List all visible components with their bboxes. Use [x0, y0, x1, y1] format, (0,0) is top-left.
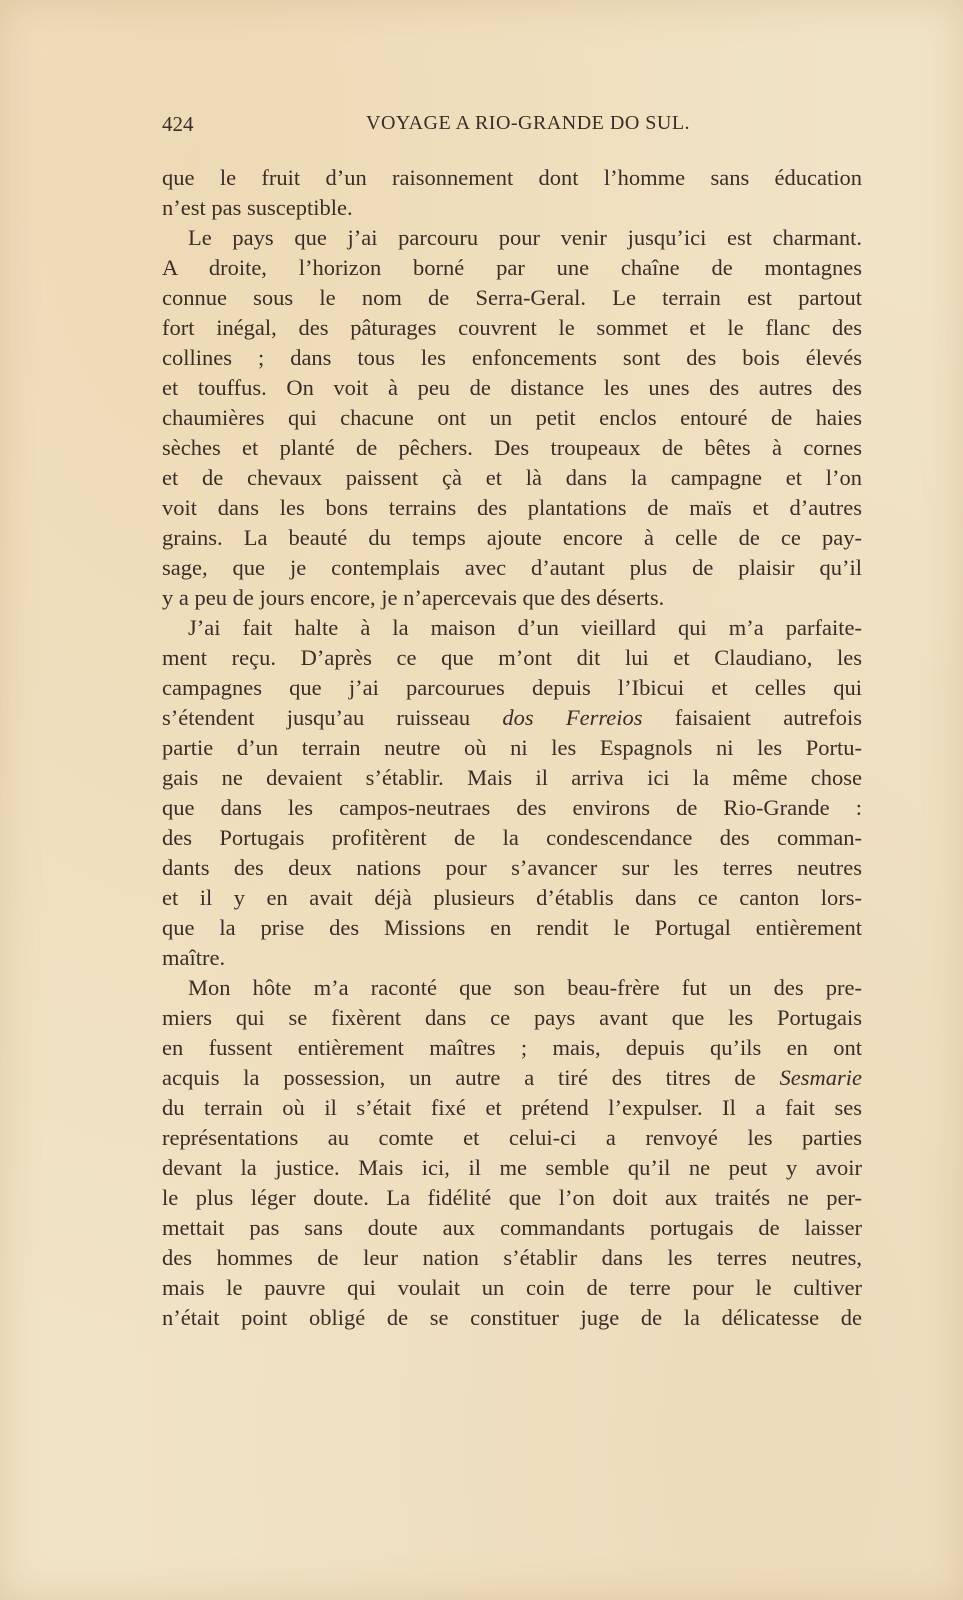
text-line — [162, 673, 862, 703]
text-line — [162, 493, 862, 523]
line-text: y a peu de jours encore, je n’apercevais que des déserts. — [162, 585, 665, 610]
text-line — [162, 373, 862, 403]
text-line — [162, 793, 862, 823]
line-text: sèches et planté de pêchers. Des troupeaux de bêtes à cornes — [162, 435, 862, 460]
text-line — [162, 1153, 862, 1183]
text-line — [162, 583, 862, 613]
line-text: n’était point obligé de se constituer juge de la délicatesse de — [162, 1305, 862, 1330]
text-line — [162, 763, 862, 793]
text-line — [162, 1123, 862, 1153]
line-text: ment reçu. D’après ce que m’ont dit lui et Claudiano, les — [162, 645, 862, 670]
text-line — [162, 973, 862, 1003]
text-line — [162, 1093, 862, 1123]
line-text: J’ai fait halte à la maison d’un vieillard qui m’a parfaite- — [188, 615, 862, 640]
text-line — [162, 253, 862, 283]
line-text: le plus léger doute. La fidélité que l’on doit aux traités ne per- — [162, 1185, 862, 1210]
line-text: voit dans les bons terrains des plantations de maïs et d’autres — [162, 495, 862, 520]
text-line — [162, 853, 862, 883]
line-text: du terrain où il s’était fixé et prétend l’expulser. Il a fait ses — [162, 1095, 862, 1120]
text-line — [162, 1183, 862, 1213]
text-line — [162, 163, 862, 193]
line-text: fort inégal, des pâturages couvrent le sommet et le flanc des — [162, 315, 862, 340]
line-text: que le fruit d’un raisonnement dont l’homme sans éducation — [162, 165, 862, 190]
line-text: et touffus. On voit à peu de distance les unes des autres des — [162, 375, 862, 400]
text-line — [162, 823, 862, 853]
line-text: mais le pauvre qui voulait un coin de terre pour le cultiver — [162, 1275, 862, 1300]
line-text: A droite, l’horizon borné par une chaîne de montagnes — [162, 255, 862, 280]
text-line — [162, 1033, 862, 1063]
line-text: Le pays que j’ai parcouru pour venir jusqu’ici est charmant. — [188, 225, 862, 250]
line-text: que dans les campos-neutraes des environs de Rio-Grande : — [162, 795, 862, 820]
text-line — [162, 463, 862, 493]
line-text: et de chevaux paissent çà et là dans la campagne et l’on — [162, 465, 862, 490]
line-text: représentations au comte et celui-ci a renvoyé les parties — [162, 1125, 862, 1150]
text-line — [162, 283, 862, 313]
line-text: devant la justice. Mais ici, il me semble qu’il ne peut y avoir — [162, 1155, 862, 1180]
line-text: campagnes que j’ai parcourues depuis l’Ibicui et celles qui — [162, 675, 862, 700]
text-line — [162, 433, 862, 463]
text-line — [162, 943, 862, 973]
text-line — [162, 1243, 862, 1273]
line-text: collines ; dans tous les enfoncements sont des bois élevés — [162, 345, 862, 370]
line-text: Mon hôte m’a raconté que son beau-frère fut un des pre- — [188, 975, 862, 1000]
text-line — [162, 403, 862, 433]
body-text — [162, 163, 862, 1333]
text-line — [162, 883, 862, 913]
text-line — [162, 1063, 862, 1093]
text-line — [162, 643, 862, 673]
text-line — [162, 613, 862, 643]
line-text: des hommes de leur nation s’établir dans les terres neutres, — [162, 1245, 862, 1270]
text-line — [162, 343, 862, 373]
line-text: en fussent entièrement maîtres ; mais, depuis qu’ils en ont — [162, 1035, 862, 1060]
text-line — [162, 703, 862, 733]
line-text: dants des deux nations pour s’avancer sur les terres neutres — [162, 855, 862, 880]
text-line — [162, 733, 862, 763]
page-number: 424 — [162, 112, 194, 136]
italic-term: dos Ferreios — [502, 705, 643, 730]
text-line — [162, 223, 862, 253]
text-line — [162, 523, 862, 553]
line-text: acquis la possession, un autre a tiré des titres de — [162, 1065, 780, 1090]
text-line — [162, 1303, 862, 1333]
line-text: que la prise des Missions en rendit le Portugal entièrement — [162, 915, 862, 940]
line-text: connue sous le nom de Serra-Geral. Le terrain est partout — [162, 285, 862, 310]
text-line — [162, 1213, 862, 1243]
text-line — [162, 313, 862, 343]
line-text: faisaient autrefois — [642, 705, 862, 730]
text-line — [162, 193, 862, 223]
line-text: n’est pas susceptible. — [162, 195, 353, 220]
text-line — [162, 1003, 862, 1033]
line-text: des Portugais profitèrent de la condescendance des comman- — [162, 825, 862, 850]
text-line — [162, 913, 862, 943]
line-text: maître. — [162, 945, 226, 970]
running-title: VOYAGE A RIO-GRANDE DO SUL. — [366, 112, 691, 134]
line-text: grains. La beauté du temps ajoute encore à celle de ce pay- — [162, 525, 862, 550]
line-text: miers qui se fixèrent dans ce pays avant que les Portugais — [162, 1005, 862, 1030]
text-line — [162, 1273, 862, 1303]
text-line — [162, 553, 862, 583]
line-text: gais ne devaient s’établir. Mais il arriva ici la même chose — [162, 765, 862, 790]
line-text: s’étendent jusqu’au ruisseau — [162, 705, 503, 730]
line-text: chaumières qui chacune ont un petit enclos entouré de haies — [162, 405, 862, 430]
line-text: partie d’un terrain neutre où ni les Espagnols ni les Portu- — [162, 735, 862, 760]
line-text: mettait pas sans doute aux commandants portugais de laisser — [162, 1215, 862, 1240]
line-text: sage, que je contemplais avec d’autant plus de plaisir qu’il — [162, 555, 862, 580]
line-text: et il y en avait déjà plusieurs d’établis dans ce canton lors- — [162, 885, 862, 910]
italic-term: Sesmarie — [779, 1065, 862, 1090]
